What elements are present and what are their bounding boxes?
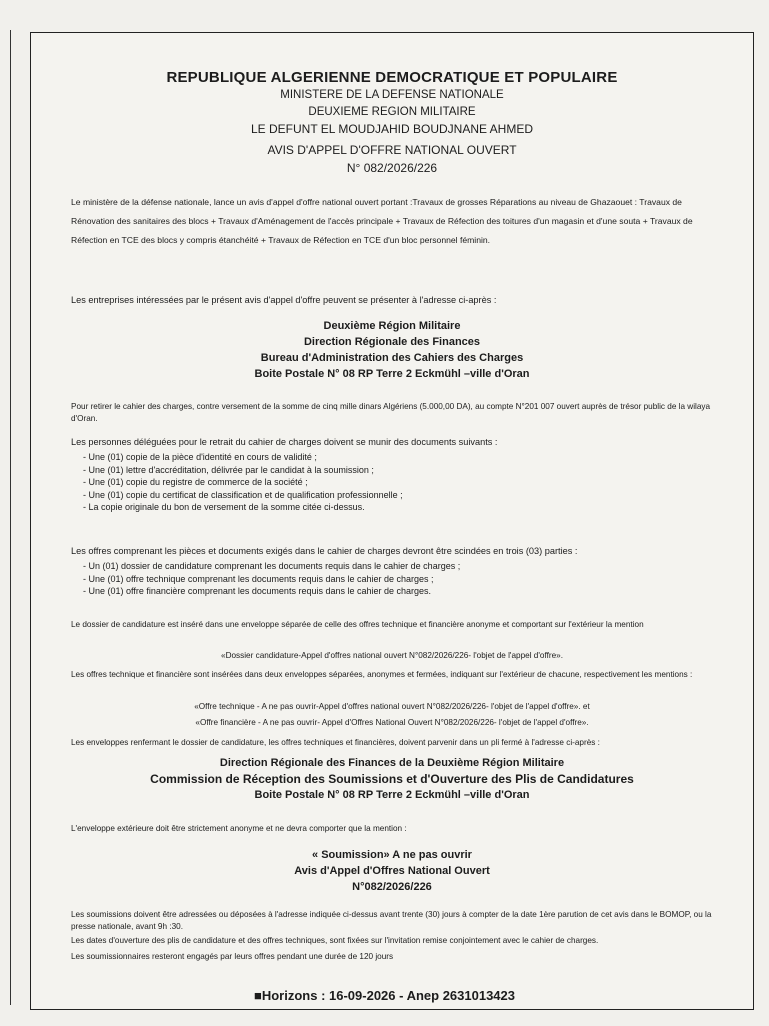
address-block-2 [31, 755, 753, 803]
republic-title: REPUBLIQUE ALGERIENNE DEMOCRATIQUE ET POPULAIRE [166, 69, 618, 86]
technical-mention: «Offre technique - A ne pas ouvrir-Appel d'offres national ouvert N°082/2026/226- l'objet de l'appel d'offre». et [194, 702, 590, 711]
closing-paragraph-1: Les soumissions doivent être adressées ou déposées à l'adresse indiquée ci-dessus avant trente (30) jours à compter de la date 1ère parution de cet avis dans le BOMOP, ou la presse nationale, avant 9h :30. [71, 910, 712, 931]
envelope-mention-block [31, 847, 753, 895]
envelopes-paragraph: Les enveloppes renfermant le dossier de candidature, les offres techniques et financières, doivent parvenir dans un pli fermé à l'adresse ci-après : [71, 738, 600, 747]
mention-line3: N°082/2026/226 [352, 881, 432, 893]
mention-line2: Avis d'Appel d'Offres National Ouvert [294, 865, 490, 877]
list-item: - Une (01) copie du registre de commerce de la société ; [83, 477, 308, 487]
list-item: - Une (01) offre technique comprenant les documents requis dans le cahier de charges ; [83, 573, 434, 584]
address1-line2: Direction Régionale des Finances [303, 336, 481, 348]
dossier-paragraph: Le dossier de candidature est inséré dans une enveloppe séparée de celle des offres technique et financière anonyme et comportant sur l'extérieur la mention [71, 620, 644, 629]
dossier-mention: «Dossier candidature-Appel d'offres national ouvert N°082/2026/226- l'objet de l'appel d'offre». [221, 651, 563, 660]
address1-line1: Deuxième Région Militaire [323, 320, 461, 332]
list-item: - Un (01) dossier de candidature comprenant les documents requis dans le cahier de charges ; [83, 561, 461, 571]
closing-paragraph-2: Les dates d'ouverture des plis de candidature et des offres techniques, sont fixées sur l'invitation remise conjointement avec le cahier de charges. [71, 936, 599, 945]
delegates-list [83, 451, 703, 514]
address1-line4: Boite Postale N° 08 RP Terre 2 Eckmühl –ville d'Oran [254, 368, 530, 380]
mention-line1: « Soumission» A ne pas ouvrir [312, 849, 472, 861]
list-item: - Une (01) copie de la pièce d'identité en cours de validité ; [83, 452, 317, 462]
tender-notice [30, 32, 754, 1010]
address2-line2: Commission de Réception des Soumissions et d'Ouverture des Plis de Candidatures [150, 772, 634, 786]
delegates-intro: Les personnes déléguées pour le retrait du cahier de charges doivent se munir des documents suivants : [71, 437, 498, 447]
address2-line3: Boite Postale N° 08 RP Terre 2 Eckmühl –ville d'Oran [254, 789, 530, 801]
adjacent-column-border [0, 30, 11, 1005]
ministry-name: MINISTERE DE LA DEFENSE NATIONALE [280, 89, 504, 101]
intro-paragraph: Le ministère de la défense nationale, lance un avis d'appel d'offre national ouvert portant :Travaux de grosses Réparations au niveau de Ghazaouet : Travaux de Rénovation des sanitaires des blocs + Travaux d'Aménagement de l'accès principale + Travaux de Réfection des toitures d'un magasin et d'une souta + Travaux de Réfection en TCE des blocs y compris étanchéité + Travaux de Réfection en TCE d'un bloc personnel féminin. [71, 197, 693, 245]
notice-header [31, 69, 753, 177]
notice-number: N° 082/2026/226 [346, 161, 438, 175]
list-item: - La copie originale du bon de versement de la somme citée ci-dessus. [83, 502, 365, 512]
withdraw-paragraph: Pour retirer le cahier des charges, contre versement de la somme de cinq mille dinars Algériens (5.000,00 DA), au compte N°201 007 ouvert auprès de trésor public de la wilaya d'Oran. [71, 402, 711, 423]
publication-footer: ■Horizons : 16-09-2026 - Anep 2631013423 [254, 988, 515, 1003]
list-item: - Une (01) copie du certificat de classification et de qualification professionnelle ; [83, 489, 403, 500]
tech-fin-paragraph: Les offres technique et financière sont insérées dans deux enveloppes séparées, anonymes et fermées, indiquant sur l'extérieur de chacune, respectivement les mentions : [71, 670, 693, 679]
region-name: DEUXIEME REGION MILITAIRE [308, 106, 476, 118]
notice-title: AVIS D'APPEL D'OFFRE NATIONAL OUVERT [267, 143, 517, 157]
exterior-paragraph: L'enveloppe extérieure doit être strictement anonyme et ne devra comporter que la mention : [71, 824, 407, 833]
interested-paragraph: Les entreprises intéressées par le présent avis d'appel d'offre peuvent se présenter à l'adresse ci-après : [71, 295, 497, 305]
unit-name: LE DEFUNT EL MOUDJAHID BOUDJNANE AHMED [250, 122, 534, 136]
financial-mention: «Offre financière - A ne pas ouvrir- Appel d'Offres National Ouvert N°082/2026/226- l'objet de l'appel d'offre». [195, 718, 589, 727]
offers-intro: Les offres comprenant les pièces et documents exigés dans le cahier de charges devront être scindées en trois (03) parties : [71, 546, 578, 556]
offers-list [83, 560, 703, 598]
address2-line1: Direction Régionale des Finances de la Deuxième Région Militaire [219, 757, 565, 769]
list-item: - Une (01) offre financière comprenant les documents requis dans le cahier de charges. [83, 586, 432, 596]
address-block-1 [31, 318, 753, 382]
list-item: - Une (01) lettre d'accréditation, délivrée par le candidat à la soumission ; [83, 464, 374, 475]
address1-line3: Bureau d'Administration des Cahiers des Charges [260, 352, 524, 364]
closing-paragraph-3: Les soumissionnaires resteront engagés par leurs offres pendant une durée de 120 jours [71, 952, 394, 961]
